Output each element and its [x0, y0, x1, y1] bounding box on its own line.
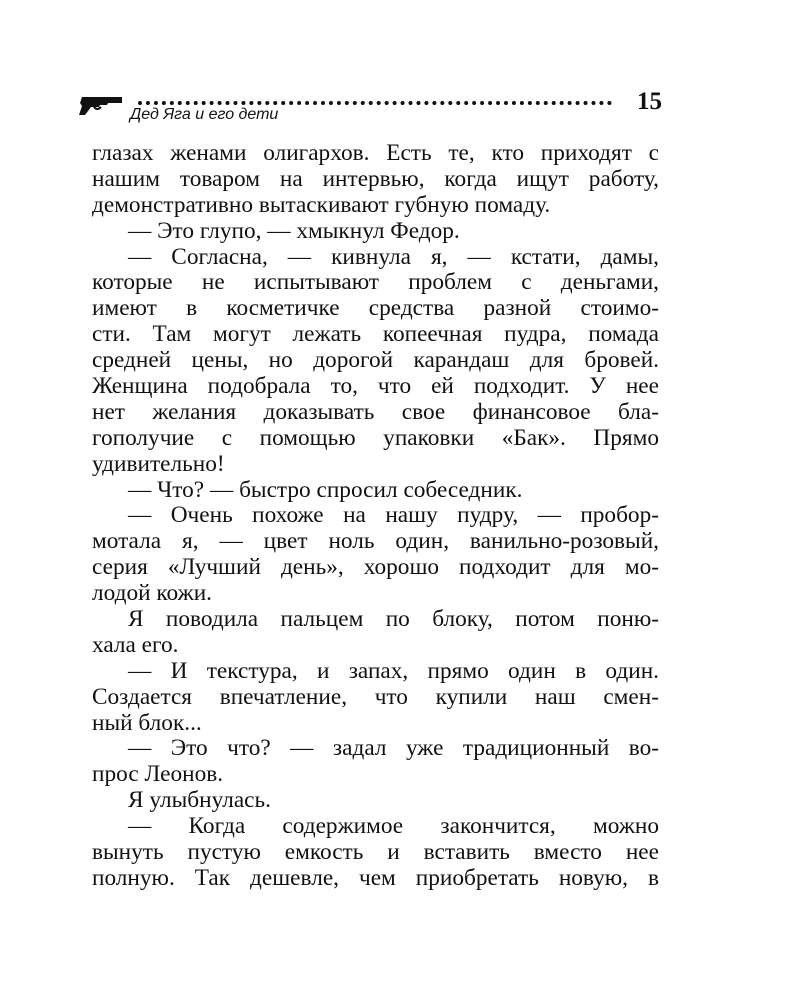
revolver-icon — [78, 94, 124, 116]
text-line: удивительно! — [92, 450, 225, 477]
text-line: — Когда содержимое закончится, можно — [128, 813, 659, 840]
page-number: 15 — [637, 88, 662, 115]
text-line: прос Леонов. — [92, 761, 224, 788]
text-line: глазах женами олигархов. Есть те, кто приходят с — [92, 140, 659, 166]
text-line: вынуть пустую емкость и вставить вместо нее — [92, 839, 659, 866]
text-line: — Согласна, — кивнула я, — кстати, дамы, — [128, 243, 659, 270]
text-line: гополучие с помощью упаковки «Бак». Прямо — [92, 424, 659, 451]
text-line: имеют в косметичке средства разной стоимо- — [92, 295, 659, 322]
text-line: которые не испытывают проблем с деньгами, — [92, 269, 659, 296]
text-line: хала его. — [92, 631, 179, 658]
running-title: Дед Яга и его дети — [130, 106, 279, 123]
text-line: средней цены, но дорогой карандаш для бровей. — [92, 347, 659, 374]
text-line: — Очень похоже на нашу пудру, — пробор- — [128, 502, 659, 529]
text-line: Создается впечатление, что купили наш смен- — [92, 683, 659, 710]
text-line: — И текстура, и запах, прямо один в один. — [128, 657, 659, 684]
text-line: серия «Лучший день», хорошо подходит для мо- — [92, 554, 659, 581]
text-line: полную. Так дешевле, чем приобретать новую, в — [92, 864, 659, 891]
text-line: Я поводила пальцем по блоку, потом поню- — [128, 606, 659, 633]
text-body — [92, 141, 659, 892]
text-line: — Что? — быстро спросил собеседник. — [128, 476, 523, 503]
text-line: нет желания доказывать свое финансовое бла- — [92, 398, 659, 425]
text-line: — Это что? — задал уже традиционный во- — [128, 735, 659, 762]
page-header — [78, 90, 662, 130]
text-line: лодой кожи. — [92, 580, 212, 607]
text-line: — Это глупо, — хмыкнул Федор. — [128, 217, 460, 244]
text-line: Женщина подобрала то, что ей подходит. У нее — [92, 373, 659, 400]
text-line: демонстративно вытаскивают губную помаду. — [92, 191, 551, 218]
text-line: нашим товаром на интервью, когда ищут работу, — [92, 165, 659, 192]
text-line: ный блок... — [92, 709, 202, 736]
text-line: Я улыбнулась. — [128, 787, 271, 814]
text-line: сти. Там могут лежать копеечная пудра, помада — [92, 321, 659, 348]
text-line: мотала я, — цвет ноль один, ванильно-розовый, — [92, 528, 659, 555]
